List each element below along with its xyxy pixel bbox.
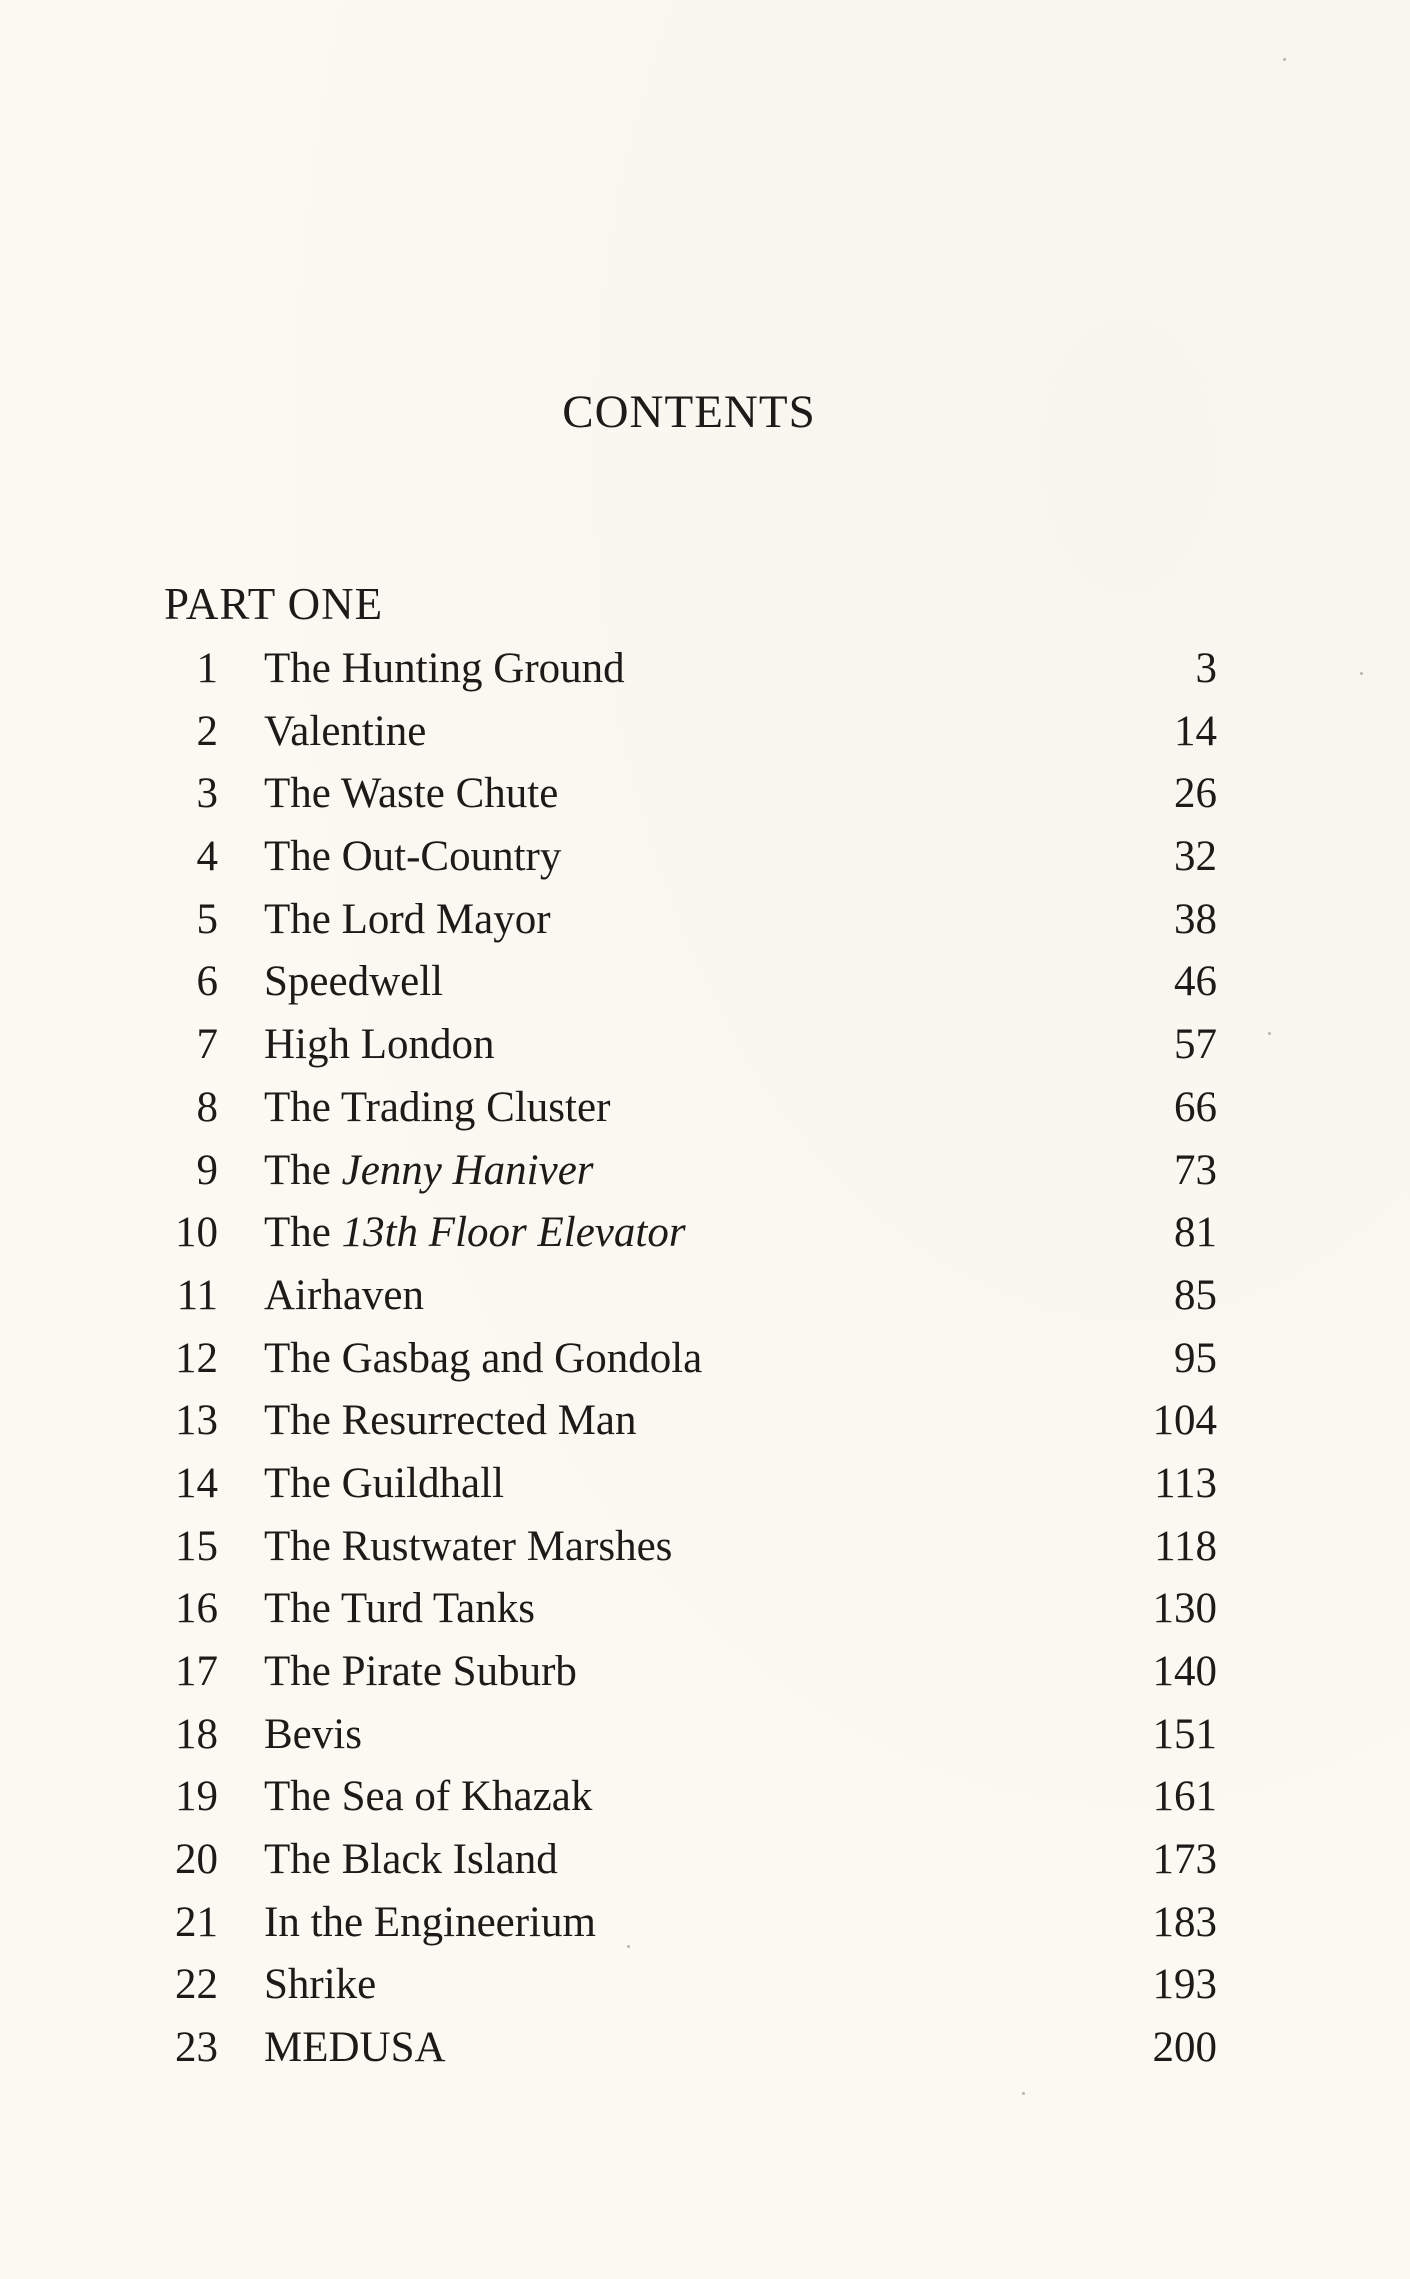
chapter-number: 23 (175, 2024, 218, 2072)
chapter-number: 14 (175, 1459, 218, 1507)
page-number: 57 (1174, 1021, 1217, 1069)
chapter-title: The Trading Cluster (264, 1083, 611, 1131)
page-number: 26 (1174, 770, 1217, 818)
chapter-number: 13 (175, 1397, 218, 1445)
toc-entry (160, 2017, 1217, 2080)
chapter-title: The Lord Mayor (264, 895, 551, 943)
chapter-title: Airhaven (264, 1271, 424, 1319)
chapter-title: The Rustwater Marshes (264, 1522, 673, 1570)
paper-speck (1268, 1032, 1271, 1035)
chapter-number: 22 (175, 1961, 218, 2009)
toc-entry (160, 1077, 1217, 1140)
toc-entry (160, 763, 1217, 826)
toc-entry (160, 1704, 1217, 1767)
chapter-title: The Sea of Khazak (264, 1773, 593, 1821)
chapter-number: 5 (196, 895, 218, 943)
toc-entry (160, 951, 1217, 1014)
page-number: 173 (1152, 1836, 1217, 1884)
chapter-number: 18 (175, 1710, 218, 1758)
page-number: 14 (1174, 707, 1217, 755)
table-of-contents (160, 638, 1217, 2080)
paper-speck (1022, 2092, 1025, 2095)
chapter-title: The Resurrected Man (264, 1397, 637, 1445)
page-number: 95 (1174, 1334, 1217, 1382)
toc-entry (160, 1453, 1217, 1516)
page-number: 130 (1152, 1585, 1217, 1633)
chapter-title: The Turd Tanks (264, 1585, 535, 1633)
chapter-number: 16 (175, 1585, 218, 1633)
paper-speck (1360, 672, 1363, 675)
toc-entry (160, 1390, 1217, 1453)
page-number: 38 (1174, 895, 1217, 943)
chapter-number: 21 (175, 1898, 218, 1946)
chapter-title: MEDUSA (264, 2024, 446, 2072)
chapter-number: 3 (196, 770, 218, 818)
chapter-title-prefix: The (264, 1146, 342, 1194)
toc-entry (160, 701, 1217, 764)
page-number: 151 (1152, 1710, 1217, 1758)
toc-entry (160, 638, 1217, 701)
toc-entry (160, 826, 1217, 889)
chapter-title: The Waste Chute (264, 770, 559, 818)
chapter-title-italic: 13th Floor Elevator (341, 1209, 686, 1257)
chapter-number: 10 (175, 1209, 218, 1257)
page-number: 66 (1174, 1083, 1217, 1131)
toc-entry (160, 889, 1217, 952)
page-number: 200 (1152, 2024, 1217, 2072)
page-number: 113 (1154, 1459, 1217, 1507)
chapter-title: The Out-Country (264, 833, 562, 881)
chapter-number: 2 (196, 707, 218, 755)
page-number: 183 (1152, 1898, 1217, 1946)
page-number: 3 (1195, 645, 1217, 692)
chapter-number: 19 (175, 1773, 218, 1821)
chapter-number: 9 (196, 1146, 218, 1194)
toc-entry (160, 1265, 1217, 1328)
chapter-title-italic: Jenny Haniver (341, 1146, 594, 1194)
toc-entry (160, 1140, 1217, 1203)
toc-entry (160, 1202, 1217, 1265)
page-number: 161 (1152, 1773, 1217, 1821)
chapter-number: 20 (175, 1836, 218, 1884)
chapter-number: 4 (196, 833, 218, 881)
page-number: 73 (1174, 1146, 1217, 1194)
toc-entry (160, 1516, 1217, 1579)
chapter-title (264, 1202, 686, 1265)
chapter-title: The Hunting Ground (264, 645, 625, 692)
page-number: 85 (1174, 1271, 1217, 1319)
chapter-number: 11 (176, 1271, 218, 1319)
page-number: 193 (1152, 1961, 1217, 2009)
chapter-title: The Gasbag and Gondola (264, 1334, 703, 1382)
chapter-number: 15 (175, 1522, 218, 1570)
toc-entry (160, 1328, 1217, 1391)
chapter-number: 7 (196, 1021, 218, 1069)
chapter-title: Shrike (264, 1961, 377, 2009)
part-heading: PART ONE (164, 579, 384, 629)
chapter-title: In the Engineerium (264, 1898, 596, 1946)
toc-entry (160, 1954, 1217, 2017)
page-number: 32 (1174, 833, 1217, 881)
page-number: 140 (1152, 1648, 1217, 1695)
chapter-number: 17 (175, 1648, 218, 1695)
page-number: 104 (1152, 1397, 1217, 1445)
page-number: 46 (1174, 958, 1217, 1006)
toc-entry (160, 1766, 1217, 1829)
chapter-title: The Black Island (264, 1836, 558, 1884)
chapter-number: 6 (196, 958, 218, 1006)
toc-entry (160, 1829, 1217, 1892)
chapter-title: High London (264, 1021, 495, 1069)
toc-entry (160, 1014, 1217, 1077)
page-number: 81 (1174, 1209, 1217, 1257)
chapter-number: 8 (196, 1083, 218, 1131)
chapter-title: The Pirate Suburb (264, 1648, 577, 1695)
chapter-title: The Guildhall (264, 1459, 505, 1507)
chapter-number: 12 (175, 1334, 218, 1382)
contents-heading: CONTENTS (562, 386, 816, 438)
chapter-title-prefix: The (264, 1209, 342, 1257)
chapter-title: Valentine (264, 707, 427, 755)
page-number: 118 (1154, 1522, 1217, 1570)
chapter-title: Speedwell (264, 958, 444, 1006)
paper-speck (1283, 58, 1286, 61)
chapter-title: Bevis (264, 1710, 362, 1758)
toc-entry (160, 1641, 1217, 1704)
chapter-title (264, 1140, 594, 1203)
toc-entry (160, 1892, 1217, 1955)
chapter-number: 1 (196, 645, 218, 692)
toc-entry (160, 1578, 1217, 1641)
